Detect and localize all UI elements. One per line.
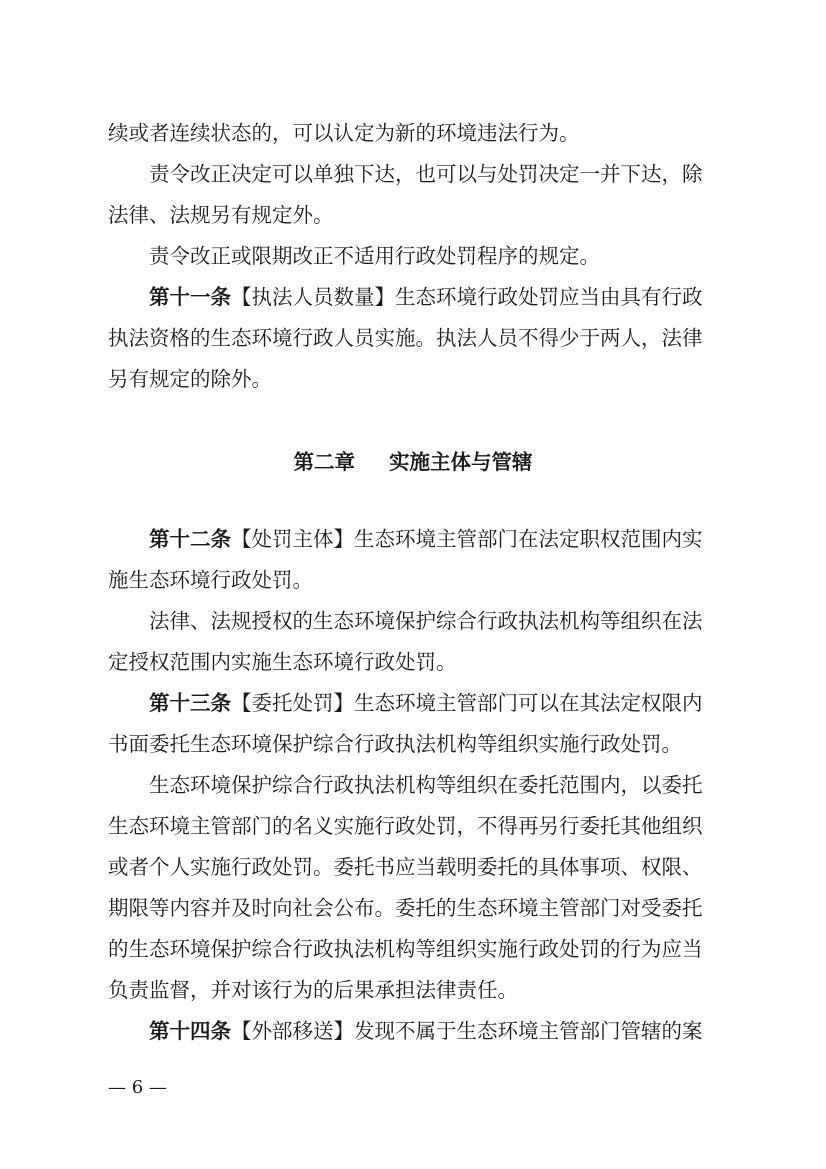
paragraph-line: 书面委托生态环境保护综合行政执法机构等组织实施行政处罚。 xyxy=(108,732,682,756)
paragraph-line: 另有规定的除外。 xyxy=(108,367,272,391)
article-14-heading: 第十四条 xyxy=(149,1019,231,1043)
page-number: — 6 — xyxy=(108,1077,167,1098)
paragraph-line: 负责监督，并对该行为的后果承担法律责任。 xyxy=(108,978,518,1002)
paragraph-line: 的生态环境保护综合行政执法机构等组织实施行政处罚的行为应当 xyxy=(108,937,703,961)
paragraph-line: 生态环境保护综合行政执法机构等组织在委托范围内，以委托 xyxy=(149,773,703,797)
chapter-title: 实施主体与管辖 xyxy=(389,450,533,474)
article-12-heading: 第十二条 xyxy=(149,527,231,551)
article-11-line: 第十一条【执法人员数量】生态环境行政处罚应当由具有行政 xyxy=(149,285,703,309)
paragraph-line: 或者个人实施行政处罚。委托书应当载明委托的具体事项、权限、 xyxy=(108,855,703,879)
paragraph-line: 责令改正决定可以单独下达，也可以与处罚决定一并下达，除 xyxy=(149,162,703,186)
paragraph-line: 责令改正或限期改正不适用行政处罚程序的规定。 xyxy=(149,244,600,268)
article-11-heading: 第十一条 xyxy=(149,285,231,309)
text-block-bottom xyxy=(108,519,720,1052)
article-14-line: 第十四条【外部移送】发现不属于生态环境主管部门管辖的案 xyxy=(149,1019,703,1043)
chapter-heading xyxy=(0,442,826,483)
paragraph-line: 法律、法规另有规定外。 xyxy=(108,203,334,227)
article-13-heading: 第十三条 xyxy=(149,691,231,715)
paragraph-line: 法律、法规授权的生态环境保护综合行政执法机构等组织在法 xyxy=(149,609,703,633)
paragraph-line: 施生态环境行政处罚。 xyxy=(108,568,313,592)
paragraph-line: 期限等内容并及时向社会公布。委托的生态环境主管部门对受委托 xyxy=(108,896,703,920)
paragraph-line: 生态环境主管部门的名义实施行政处罚，不得再另行委托其他组织 xyxy=(108,814,703,838)
paragraph-line: 定授权范围内实施生态环境行政处罚。 xyxy=(108,650,457,674)
paragraph-line: 执法资格的生态环境行政人员实施。执法人员不得少于两人，法律 xyxy=(108,326,703,350)
paragraph-line: 续或者连续状态的，可以认定为新的环境违法行为。 xyxy=(108,121,580,145)
article-12-line: 第十二条【处罚主体】生态环境主管部门在法定职权范围内实 xyxy=(149,527,703,551)
chapter-number: 第二章 xyxy=(293,450,355,474)
article-13-line: 第十三条【委托处罚】生态环境主管部门可以在其法定权限内 xyxy=(149,691,703,715)
text-block-top xyxy=(108,113,720,400)
